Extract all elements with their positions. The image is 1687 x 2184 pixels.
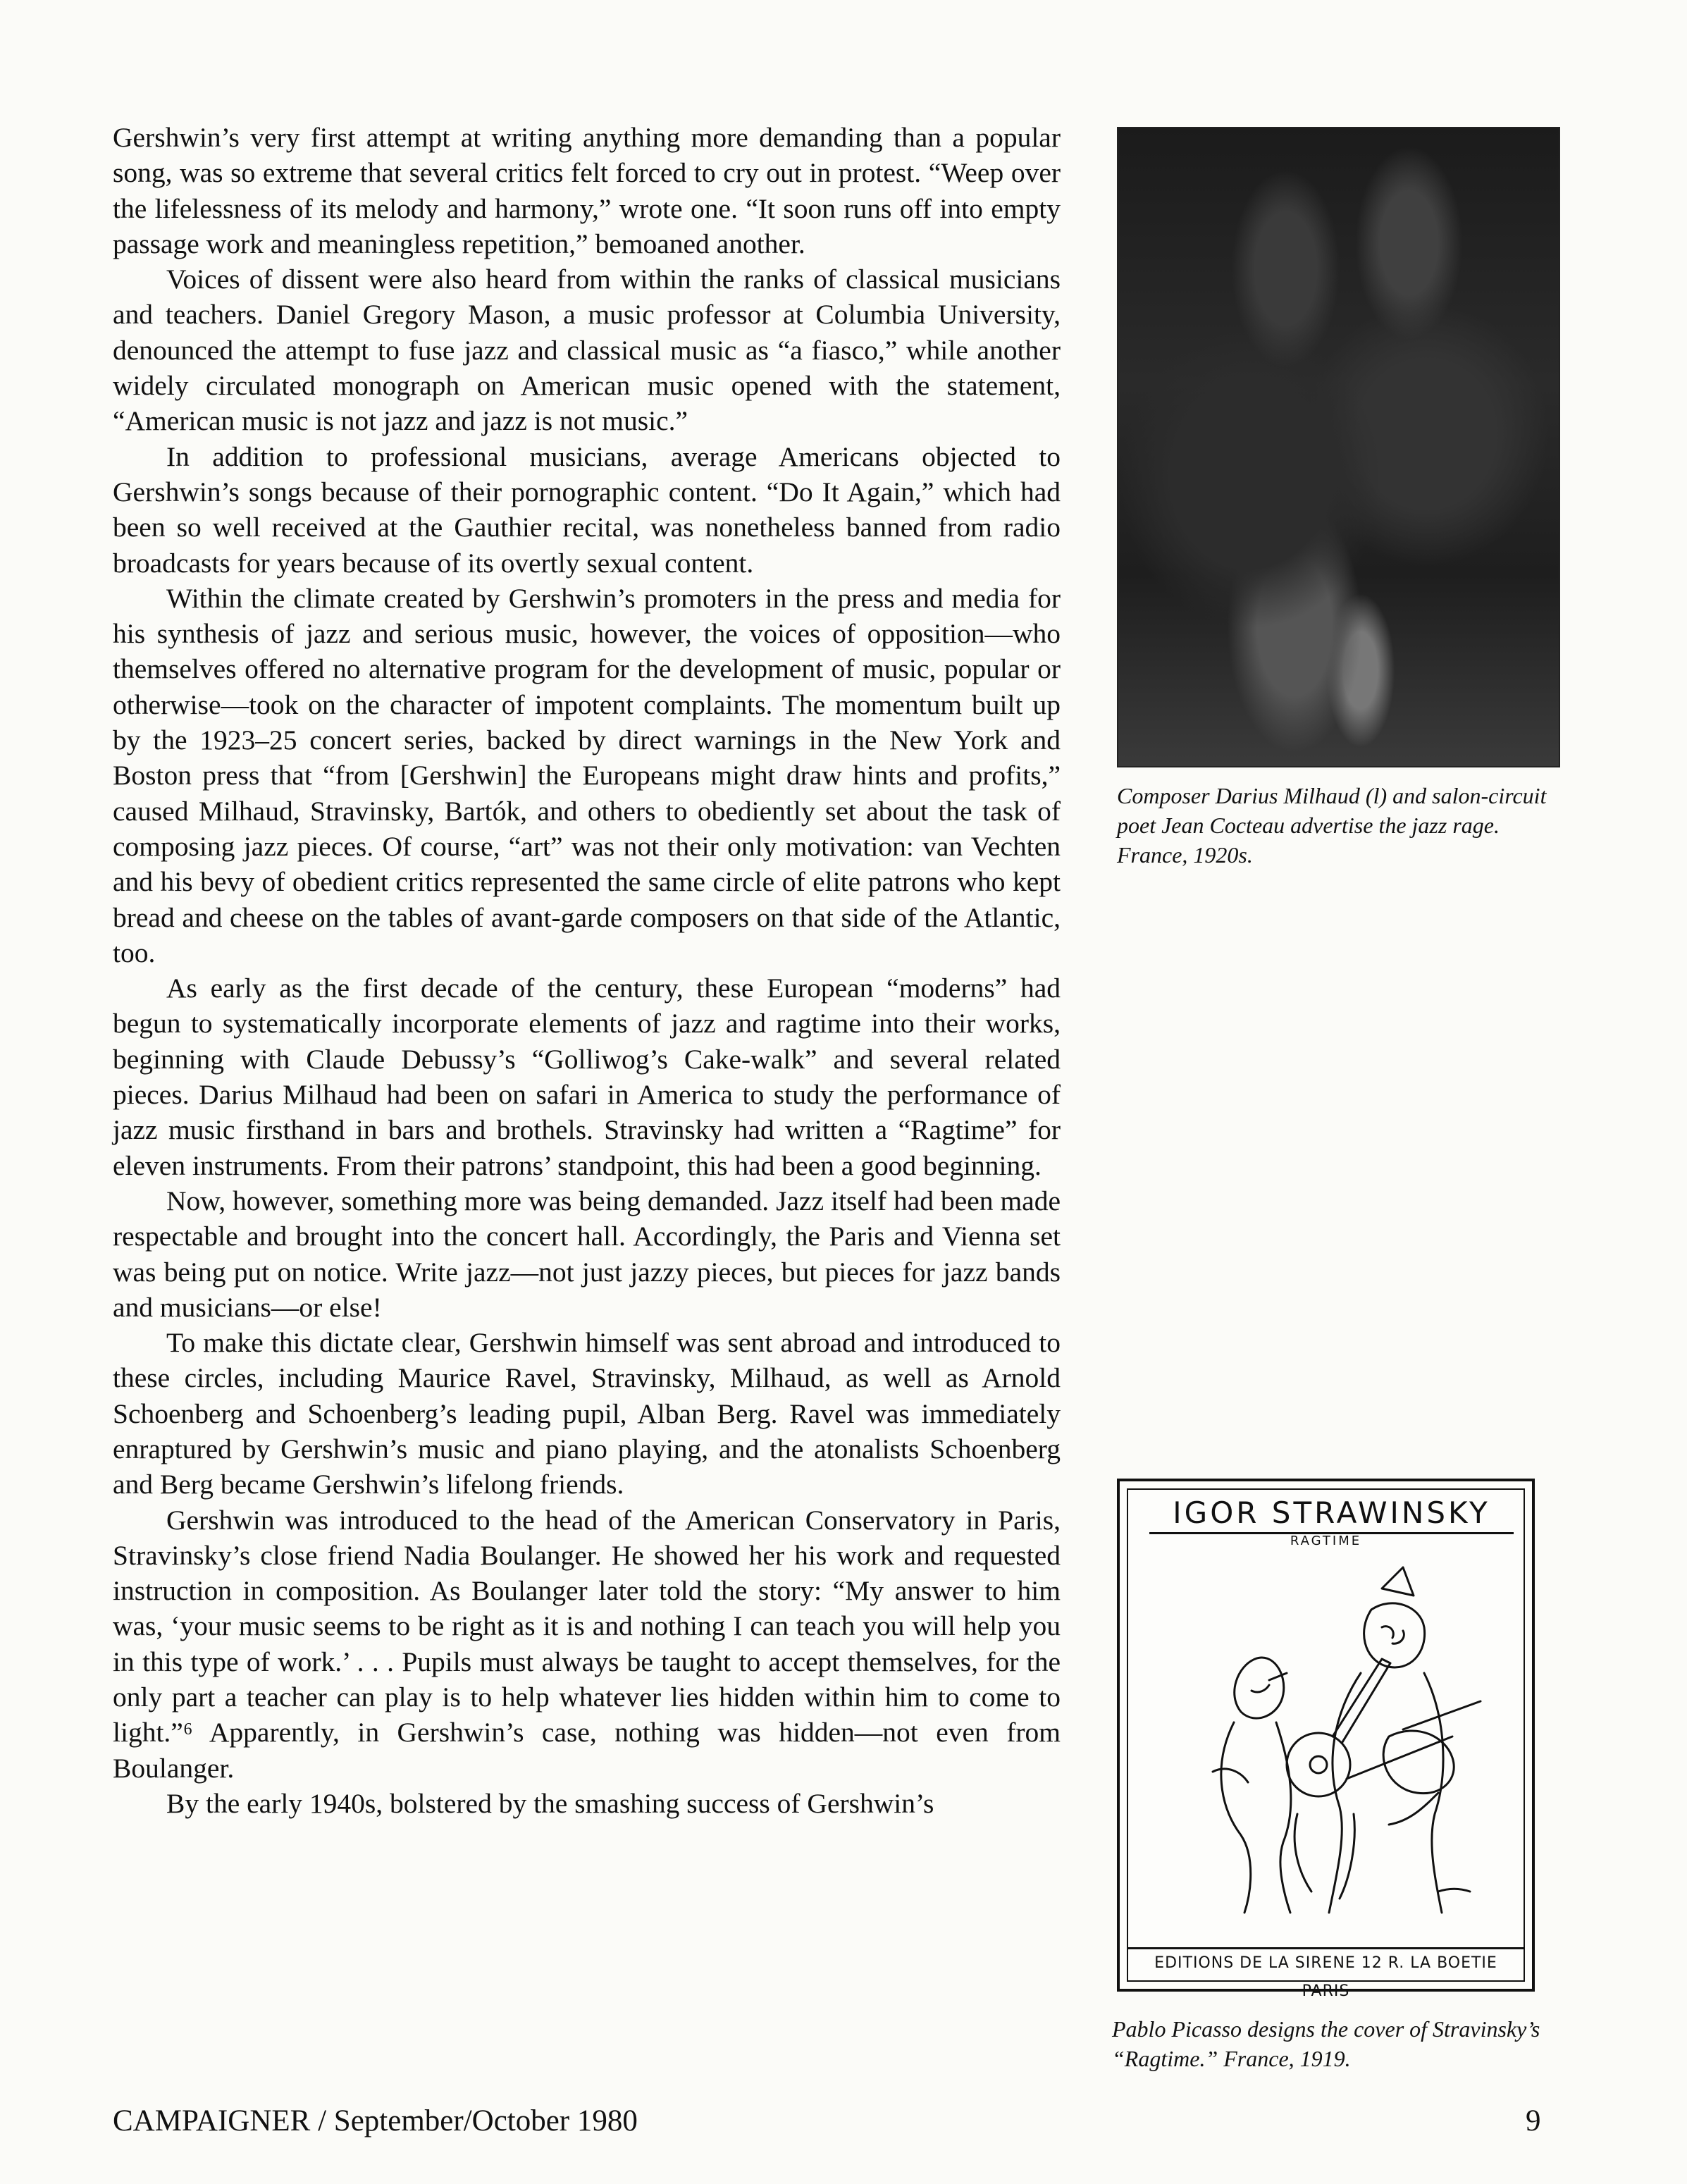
paragraph: Gershwin’s very first attempt at writing anything more demanding than a popular song, was so extreme that several critics felt forced to cry out in protest. “Weep over the lifelessness of its melody and harmony,” wrote one. “It soon runs off into empty passage work and meaningless repetition,” bemoaned another. xyxy=(113,122,1061,259)
paragraph: To make this dictate clear, Gershwin himself was sent abroad and introduced to these circles, including Maurice Ravel, Stravinsky, Milhaud, as well as Arnold Schoenberg and Schoenberg’s leading pupil, Alban Berg. Ravel was immediately enraptured by Gershwin’s music and piano playing, and the atonalists Schoenberg and Berg became Gershwin’s lifelong friends. xyxy=(113,1327,1061,1500)
cover-footer: EDITIONS DE LA SIRENE 12 R. LA BOETIE PARIS xyxy=(1128,1947,1524,1978)
musicians-line-drawing xyxy=(1170,1560,1495,1934)
paragraph: As early as the first decade of the century, these European “moderns” had begun to systematically incorporate elements of jazz and ragtime into their works, beginning with Claude Debussy’s “Golliwog’s Cake-walk” and several related pieces. Darius Milhaud had been on safari in America to study the performance of jazz music firsthand in bars and brothels. Stravinsky had written a “Ragtime” for eleven instruments. From their patrons’ standpoint, this had been a good beginning. xyxy=(113,973,1061,1181)
paragraph: Within the climate created by Gershwin’s promoters in the press and media for his synthesis of jazz and serious music, however, the voices of opposition—who themselves offered no alternative program for the development of music, popular or otherwise—took on the character of impotent complaints. The momentum built up by the 1923–25 concert series, backed by direct warnings in the New York and Boston press that “from [Gershwin] the Europeans might draw hints and profits,” caused Milhaud, Stravinsky, Bartók, and others to obediently set about the task of composing jazz pieces. Of course, “art” was not their only motivation: van Vechten and his bevy of obedient critics represented the same circle of elite patrons who kept bread and cheese on the tables of avant-garde composers on that side of the Atlantic, too. xyxy=(113,582,1061,968)
publication-footer: CAMPAIGNER / September/October 1980 xyxy=(113,2104,638,2137)
cover-frame xyxy=(1127,1488,1525,2000)
cover-caption: Pablo Picasso designs the cover of Stravinsky’s “Ragtime.” France, 1919. xyxy=(1112,2016,1540,2071)
paragraph: By the early 1940s, bolstered by the smashing success of Gershwin’s xyxy=(166,1787,934,1819)
cover-subtitle: RAGTIME xyxy=(1290,1534,1362,1548)
milhaud-cocteau-photo xyxy=(1117,127,1560,767)
paragraph: Voices of dissent were also heard from within the ranks of classical musicians and teachers. Daniel Gregory Mason, a music professor at Columbia University, denounced the attempt to fuse jazz and classical music as “a fiasco,” while another widely circulated monograph on American music opened with the statement, “American music is not jazz and jazz is not music.” xyxy=(113,264,1061,437)
ragtime-cover-illustration xyxy=(1117,1479,1535,2000)
paragraph: In addition to professional musicians, average Americans objected to Gershwin’s songs because of their pornographic content. “Do It Again,” which had been so well received at the Gauthier recital, was nonetheless banned from radio broadcasts for years because of its overtly sexual content. xyxy=(113,440,1061,579)
page-number: 9 xyxy=(1526,2104,1541,2137)
paragraph: Now, however, something more was being demanded. Jazz itself had been made respectable and brought into the concert hall. Accordingly, the Paris and Vienna set was being put on notice. Write jazz—not just jazzy pieces, but pieces for jazz bands and musicians—or else! xyxy=(113,1185,1061,1323)
article-body xyxy=(113,120,1061,1821)
paragraph: Gershwin was introduced to the head of the American Conservatory in Paris, Stravinsky’s close friend Nadia Boulanger. He showed her his work and requested instruction in composition. As Boulanger later told the story: “My answer to him was, ‘your music seems to be right as it is and nothing I can teach you will help you in this type of work.’ . . . Pupils must always be taught to accept themselves, for the only part a teacher can play is to help whatever lies hidden within him to come to light.”⁶ Apparently, in Gershwin’s case, nothing was hidden—not even from Boulanger. xyxy=(113,1504,1061,1784)
cover-title: IGOR STRAWINSKY xyxy=(1149,1494,1514,1534)
photo-caption: Composer Darius Milhaud (l) and salon-circuit poet Jean Cocteau advertise the jazz rage. France, 1920s. xyxy=(1117,783,1547,868)
